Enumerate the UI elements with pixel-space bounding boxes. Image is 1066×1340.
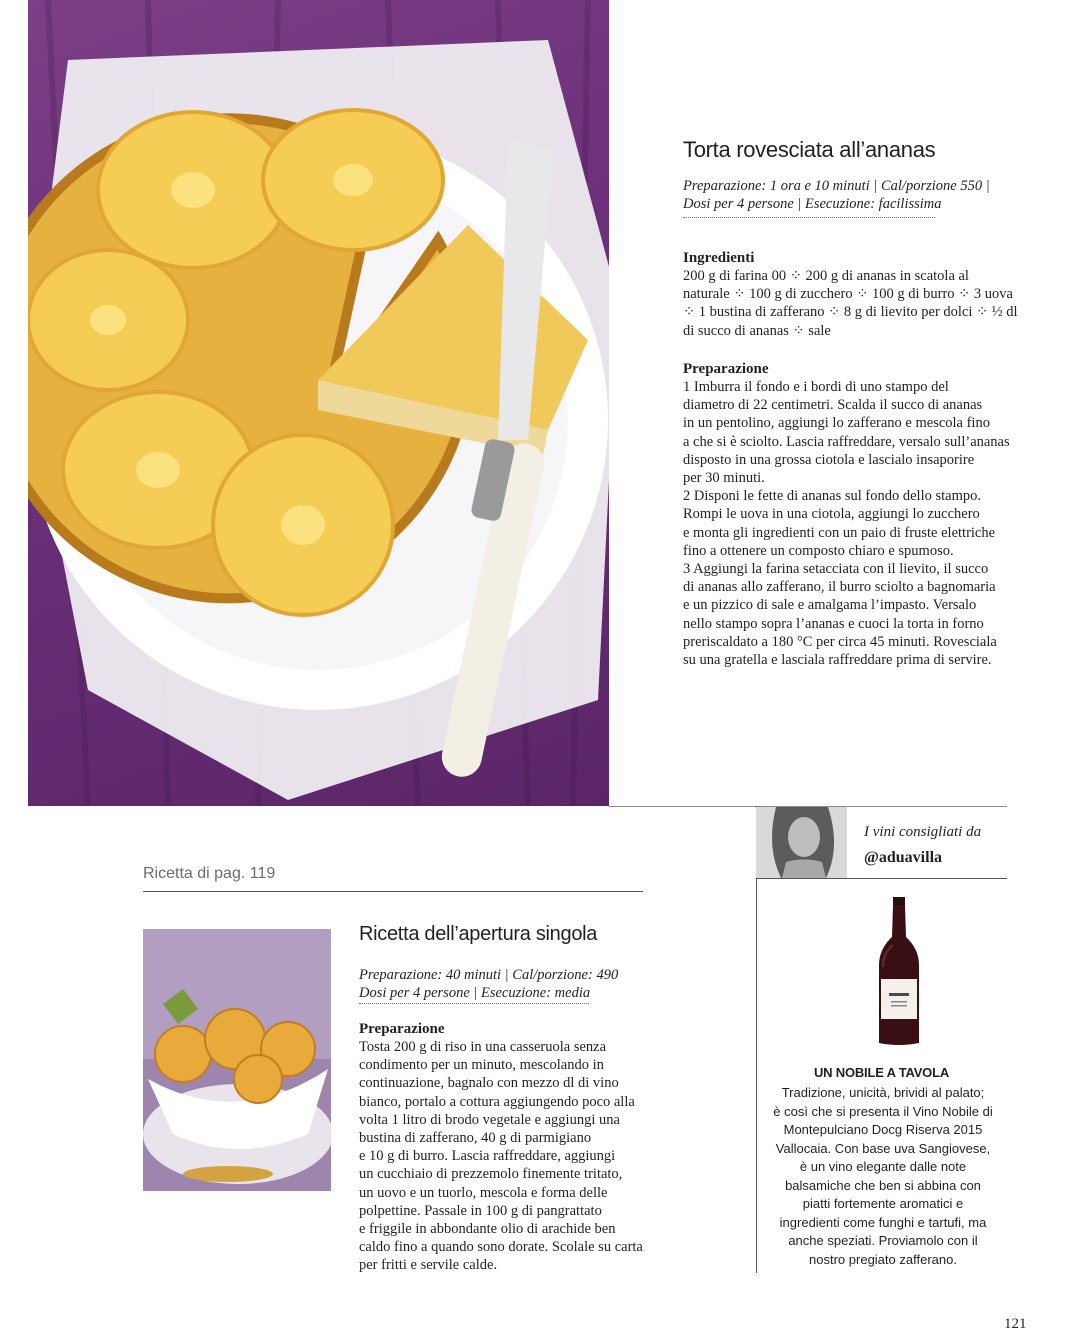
wines-label: I vini consigliati da [864,824,982,840]
main-recipe-title: Torta rovesciata all’ananas [683,137,936,162]
secondary-preparation-heading: Preparazione [359,1021,445,1037]
sidebar-header-divider [756,878,1007,879]
author-portrait [756,807,847,878]
main-meta-divider [683,217,935,218]
pineapple-cake-illustration [28,0,609,806]
preparation-heading: Preparazione [683,361,769,377]
reference-divider [143,891,643,892]
rice-balls-photo [143,929,331,1191]
preparation-text: 1 Imburra il fondo e i bordi di uno stampo del diametro di 22 centimetri. Scalda il succo di ananas in un pentolino, aggiungi lo zafferano e mescola fino a che si è sciolto. Lascia raffreddare, versalo sull’ananas disposto in una grossa ciotola e lascialo insaporire per 30 minuti. 2 Disponi le fette di ananas sul fondo dello stampo. Rompi le uova in una ciotola, aggiungi lo zucchero e monta gli ingredienti con un paio di fruste elettriche fino a ottenere un composto chiaro e spumoso. 3 Aggiungi la farina setacciata con il lievito, il succo di ananas allo zafferano, il burro sciolto a bagnomaria e un pizzico di sale e amalgama l’impasto. Versalo nello stampo sopra l’ananas e cuoci la torta in forno preriscaldato a 180 °C per circa 45 minuti. Rovesciala su una gratella e lasciala raffreddare prima di servire. [683,379,1010,669]
page-number: 121 [1004,1316,1027,1332]
secondary-preparation-text: Tosta 200 g di riso in una casseruola senza condimento per un minuto, mescolando in continuazione, bagnalo con mezzo dl di vino bianco, portalo a cottura aggiungendo poco alla volta 1 litro di brodo vegetale e aggiungi una bustina di zafferano, 40 g di parmigiano e 10 g di burro. Lascia raffreddare, aggiungi un cucchiaio di prezzemolo finemente tritato, un uovo e un tuorlo, mescola e forma delle polpettine. Passale in 100 g di pangrattato e friggile in abbondante olio di arachide ben caldo fino a quando sono dorate. Scolale su carta per fritti e servile calde. [359,1039,643,1274]
secondary-meta-line1: Preparazione: 40 minuti | Cal/porzione: 490 [359,967,619,983]
recipe-page-reference: Ricetta di pag. 119 [143,865,276,882]
main-meta-line2: Dosi per 4 persone | Esecuzione: facilissima [683,196,942,212]
author-avatar [756,807,847,878]
main-recipe-meta [683,177,1023,213]
hero-cake-photo [28,0,609,806]
author-handle: @aduavilla [864,849,943,866]
wine-description: Tradizione, unicità, brividi al palato; è così che si presenta il Vino Nobile di Montepulciano Docg Riserva 2015 Vallocaia. Con base uva Sangiovese, è un vino elegante dalle note balsamiche che ben si abbina con piatti fortemente aromatici e ingredienti come funghi e tartufi, ma anche speziati. Proviamolo con il nostro pregiato zafferano. [773,1085,993,1267]
secondary-meta-line2: Dosi per 4 persone | Esecuzione: media [359,985,591,1001]
ingredients-text: 200 g di farina 00 ⁘ 200 g di ananas in scatola al naturale ⁘ 100 g di zucchero ⁘ 100 g di burro ⁘ 3 uova ⁘ 1 bustina di zafferano ⁘ 8 g di lievito per dolci ⁘ ½ dl di succo di ananas ⁘ sale [683,268,1018,339]
wine-bottle-image [873,897,925,1045]
secondary-meta-divider [359,1003,589,1004]
main-meta-line1: Preparazione: 1 ora e 10 minuti | Cal/porzione 550 | [683,178,990,194]
rice-balls-illustration [143,929,331,1191]
secondary-recipe-meta [359,966,659,1002]
ingredients-heading: Ingredienti [683,250,755,266]
wine-heading: UN NOBILE A TAVOLA [813,1065,950,1080]
secondary-recipe-title: Ricetta dell’apertura singola [359,923,598,945]
